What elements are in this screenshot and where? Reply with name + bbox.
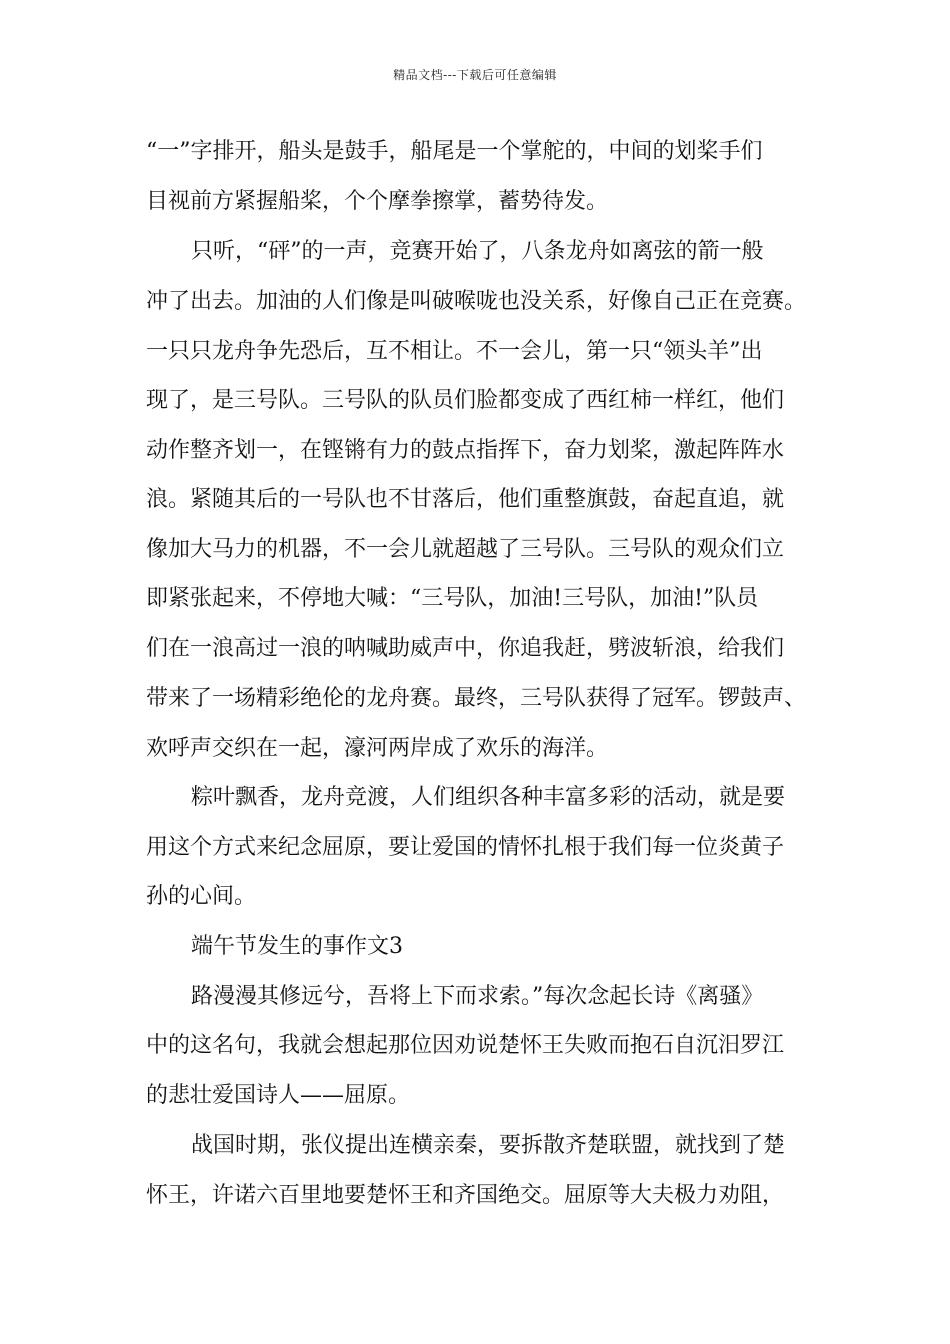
text-line: 战国时期，张仪提出连横亲秦，要拆散齐楚联盟，就找到了楚	[191, 1133, 786, 1158]
section-heading: 端午节发生的事作文3	[191, 934, 403, 959]
text-line: 即紧张起来，不停地大喊：“三号队，加油!三号队，加油!”队员	[146, 586, 759, 611]
text-line: 目视前方紧握船桨，个个摩拳擦掌，蓄势待发。	[146, 189, 609, 214]
text-line: 冲了出去。加油的人们像是叫破喉咙也没关系，好像自己正在竞赛。	[146, 289, 807, 314]
text-line: 的悲壮爱国诗人——屈原。	[146, 1083, 411, 1108]
text-line: 像加大马力的机器，不一会儿就超越了三号队。三号队的观众们立	[146, 537, 785, 562]
text-line: 一只只龙舟争先恐后，互不相让。不一会儿，第一只“领头羊”出	[146, 339, 763, 364]
text-line: 怀王，许诺六百里地要楚怀王和齐国绝交。屈原等大夫极力劝阻，	[146, 1183, 785, 1208]
text-line: 带来了一场精彩绝伦的龙舟赛。最终，三号队获得了冠军。锣鼓声、	[146, 686, 807, 711]
text-line: 粽叶飘香，龙舟竞渡，人们组织各种丰富多彩的活动，就是要	[191, 785, 786, 810]
text-line: 浪。紧随其后的一号队也不甘落后，他们重整旗鼓，奋起直追，就	[146, 487, 785, 512]
text-line: 只听，“砰”的一声，竞赛开始了，八条龙舟如离弦的箭一般	[191, 239, 764, 264]
text-line: 孙的心间。	[146, 884, 257, 909]
text-line: 路漫漫其修远兮，吾将上下而求索。”每次念起长诗《离骚》	[191, 984, 764, 1009]
text-line: 欢呼声交织在一起，濠河两岸成了欢乐的海洋。	[146, 736, 609, 761]
text-line: 动作整齐划一，在铿锵有力的鼓点指挥下，奋力划桨，激起阵阵水	[146, 438, 785, 463]
text-line: 现了，是三号队。三号队的队员们脸都变成了西红柿一样红，他们	[146, 388, 785, 413]
text-line: 中的这名句，我就会想起那位因劝说楚怀王失败而抱石自沉汨罗江	[146, 1033, 785, 1058]
page-header: 精品文档---下载后可任意编辑	[393, 68, 557, 82]
text-line: “一”字排开，船头是鼓手，船尾是一个掌舵的，中间的划桨手们	[146, 139, 763, 164]
text-line: 用这个方式来纪念屈原，要让爱国的情怀扎根于我们每一位炎黄子	[146, 835, 785, 860]
text-line: 们在一浪高过一浪的呐喊助威声中，你追我赶，劈波斩浪，给我们	[146, 636, 785, 661]
